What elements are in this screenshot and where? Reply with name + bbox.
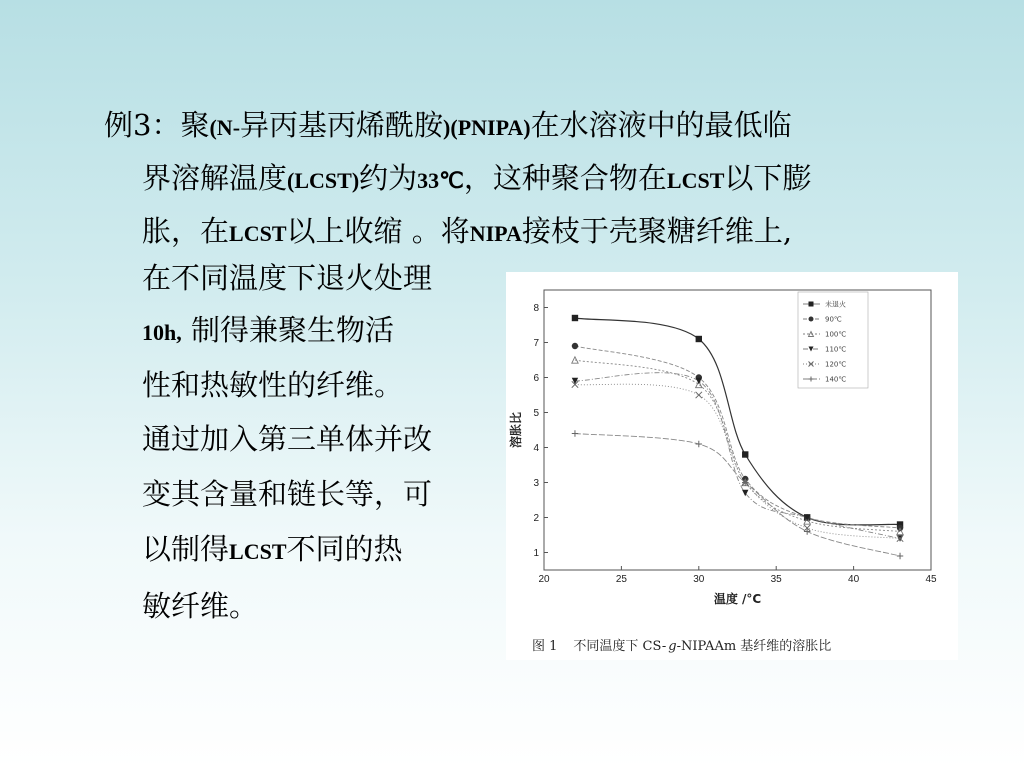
y-tick-label: 6: [533, 373, 539, 384]
col2-text-run: 通过加入第三单体并改: [142, 422, 433, 456]
para-text-run: 聚: [180, 108, 210, 142]
legend-label: 未退火: [825, 300, 846, 309]
para-text-run: 以下膨: [724, 161, 812, 195]
legend-label: 120℃: [825, 360, 847, 369]
series-curve-5: [575, 434, 900, 557]
series-curve-3: [575, 373, 900, 539]
legend-label: 100℃: [825, 330, 847, 339]
para-text-run: NIPA: [469, 221, 522, 246]
para-text-run: 3：: [133, 108, 181, 142]
para-text-run: 胀，在: [142, 214, 230, 248]
data-point-series-0: [696, 336, 702, 342]
legend-marker: [809, 317, 814, 322]
para-text-run: 在水溶液中的最低临: [530, 108, 792, 142]
para-text-run: LCST: [229, 221, 287, 246]
para-text-run: 界溶解温度: [142, 161, 288, 195]
legend-label: 110℃: [825, 345, 847, 354]
y-tick-label: 5: [533, 408, 539, 419]
x-tick-label: 20: [538, 574, 550, 585]
col2-text-run: 不同的热: [286, 532, 403, 566]
col1-text-run: 性和热敏性的纤维。: [142, 368, 404, 402]
para-text-run: (LCST): [287, 168, 360, 193]
caption-part: g: [668, 639, 677, 654]
para-text-run: )(PNIPA): [443, 115, 531, 140]
caption-part: 图 1: [532, 639, 558, 654]
para-text-run: (N-: [209, 115, 241, 140]
series-curve-4: [575, 384, 900, 538]
y-tick-label: 2: [533, 513, 539, 524]
left-column-paragraph-1: [142, 252, 492, 411]
data-point-series-1: [572, 343, 578, 349]
data-point-series-0: [572, 315, 578, 321]
col2-text-run: 以制得: [142, 532, 230, 566]
swelling-ratio-chart: [506, 272, 958, 660]
y-tick-label: 7: [533, 338, 539, 349]
para-text-run: 以上收缩 。将: [286, 214, 470, 248]
col1-text-run: 制得兼聚生物活: [181, 313, 394, 347]
data-point-series-4: [696, 392, 702, 398]
data-point-series-5: [572, 430, 578, 436]
legend-label: 140℃: [825, 375, 847, 384]
y-tick-label: 4: [533, 443, 539, 454]
swelling-ratio-figure: [506, 272, 958, 660]
data-point-series-5: [804, 528, 810, 534]
para-text-run: 33℃: [417, 168, 464, 193]
col2-text-run: 敏纤维。: [142, 589, 259, 623]
y-tick-label: 8: [533, 303, 539, 314]
figure-caption: [532, 638, 831, 654]
x-axis-label: 温度 /°C: [713, 592, 762, 606]
legend-label: 90℃: [825, 315, 842, 324]
x-tick-label: 45: [925, 574, 937, 585]
x-tick-label: 30: [693, 574, 705, 585]
para-text-run: ，这种聚合物在: [463, 161, 667, 195]
col2-text-run: 变其含量和链长等，可: [142, 477, 433, 511]
y-tick-label: 3: [533, 478, 539, 489]
plot-frame: [544, 290, 931, 570]
caption-part: -NIPAAm 基纤维的溶胀比: [676, 639, 832, 654]
data-point-series-0: [742, 451, 748, 457]
intro-paragraph: [104, 100, 944, 259]
y-tick-label: 1: [533, 548, 539, 559]
legend-marker: [809, 302, 814, 307]
para-text-run: 接枝于壳聚糖纤维上,: [521, 214, 793, 248]
y-axis-label: 溶胀比: [509, 411, 523, 449]
para-text-run: 约为: [359, 161, 418, 195]
caption-part: 不同温度下 CS-: [573, 639, 667, 654]
data-point-series-5: [696, 441, 702, 447]
col1-text-run: 在不同温度下退火处理: [142, 261, 433, 295]
left-column-paragraph-2: [142, 412, 492, 634]
x-tick-label: 25: [615, 574, 627, 585]
para-text-run: 例: [104, 108, 134, 142]
x-tick-label: 40: [848, 574, 860, 585]
data-point-series-5: [897, 553, 903, 559]
para-text-run: LCST: [666, 168, 725, 193]
para-text-run: 异丙基丙烯酰胺: [240, 108, 444, 142]
col1-text-run: 10h,: [142, 320, 182, 345]
col2-text-run: LCST: [229, 539, 287, 564]
x-tick-label: 35: [770, 574, 782, 585]
